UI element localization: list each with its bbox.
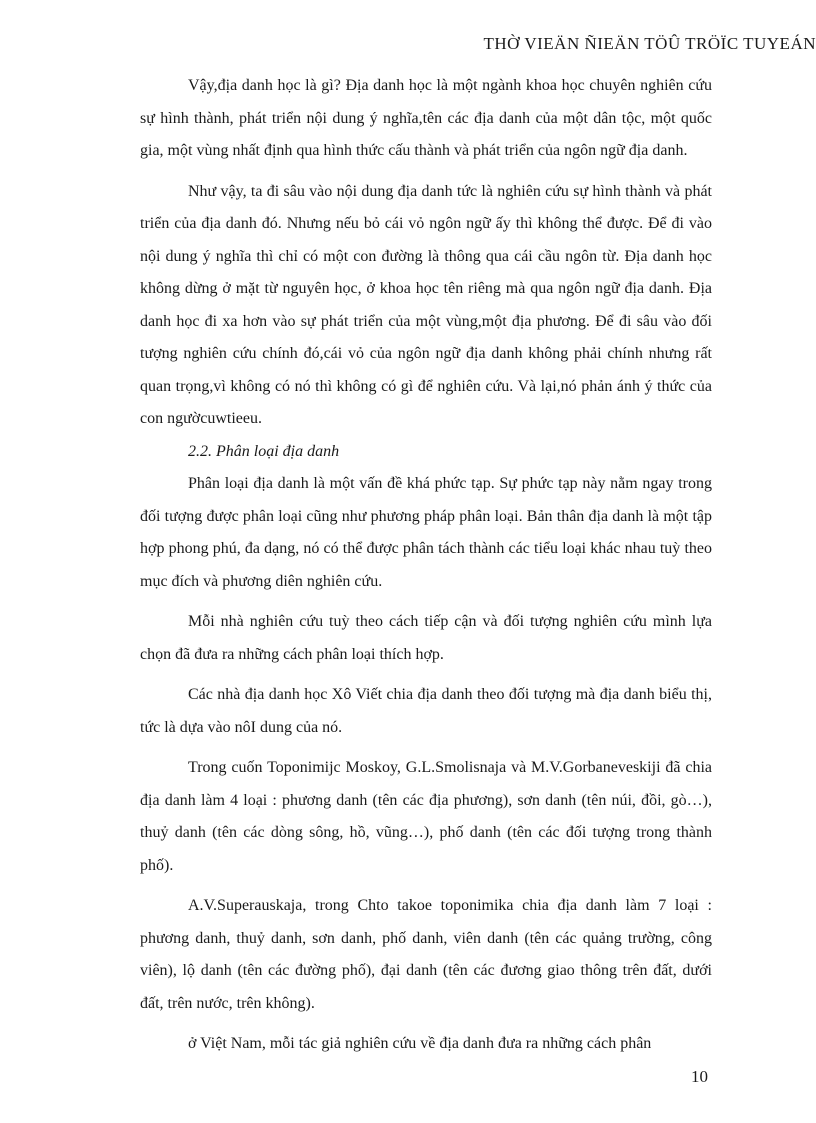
- section-heading: 2.2. Phân loại địa danh: [188, 442, 340, 460]
- paragraph-content-study: Như vậy, ta đi sâu vào nội dung địa danh tức là nghiên cứu sự hình thành và phát triển của địa danh đó. Nhưng nếu bỏ cái vỏ ngôn ngữ ấy thì không thể được. Để đi vào nội dung ý nghĩa thì chỉ có một con đường là thông qua cái cầu ngôn từ. Địa danh học không dừng ở mặt từ nguyên học, ở khoa học tên riêng mà qua ngôn ngữ địa danh. Địa danh học đi xa hơn vào sự phát triển của một vùng,một địa phương. Để đi sâu vào đối tượng nghiên cứu chính đó,cái vỏ của ngôn ngữ địa danh không phải chính nhưng rất quan trọng,vì không có nó thì không có gì để nghiên cứu. Và lại,nó phản ánh ý thức của con ngườcuwtieeu.: [140, 182, 712, 427]
- running-header: THỜ VIEÄN ÑIEÄN TÖÛ TRÖÏC TUYEÁN: [483, 34, 816, 53]
- paragraph-superauskaja: A.V.Superauskaja, trong Chto takoe toponimika chia địa danh làm 7 loại : phương danh, thuỷ danh, sơn danh, phố danh, viên danh (tên các quảng trường, công viên), lộ danh (tên các đường phố), đại danh (tên các đương giao thông trên đất, dưới đất, trên nước, trên không).: [140, 897, 712, 1012]
- paragraph-definition: Vậy,địa danh học là gì? Địa danh học là một ngành khoa học chuyên nghiên cứu sự hình thành, phát triển nội dung ý nghĩa,tên các địa danh của một dân tộc, một quốc gia, một vùng nhất định qua hình thức cấu thành và phát triển của ngôn ngữ địa danh.: [140, 77, 712, 159]
- paragraph-soviet-toponymists: Các nhà địa danh học Xô Viết chia địa danh theo đối tượng mà địa danh biểu thị, tức là dựa vào nôI dung của nó.: [140, 686, 712, 736]
- document-body: [140, 70, 712, 1061]
- paragraph-toponimijc-moskoy: Trong cuốn Toponimijc Moskoy, G.L.Smolisnaja và M.V.Gorbaneveskiji đã chia địa danh làm 4 loại : phương danh (tên các địa phương), sơn danh (tên núi, đồi, gò…), thuỷ danh (tên các dòng sông, hồ, vũng…), phố danh (tên các đối tượng trong thành phố).: [140, 759, 712, 874]
- paragraph-researchers-approach: Mỗi nhà nghiên cứu tuỳ theo cách tiếp cận và đối tượng nghiên cứu mình lựa chọn đã đưa ra những cách phân loại thích hợp.: [140, 613, 712, 663]
- paragraph-vietnam: ở Việt Nam, mỗi tác giả nghiên cứu về địa danh đưa ra những cách phân: [188, 1035, 652, 1052]
- paragraph-classification-complexity: Phân loại địa danh là một vấn đề khá phức tạp. Sự phức tạp này nằm ngay trong đối tượng được phân loại cũng như phương pháp phân loại. Bản thân địa danh là một tập hợp phong phú, đa dạng, nó có thể được phân tách thành các tiểu loại khác nhau tuỳ theo mục đích và phương diên nghiên cứu.: [140, 475, 712, 590]
- page-number: 10: [691, 1067, 708, 1086]
